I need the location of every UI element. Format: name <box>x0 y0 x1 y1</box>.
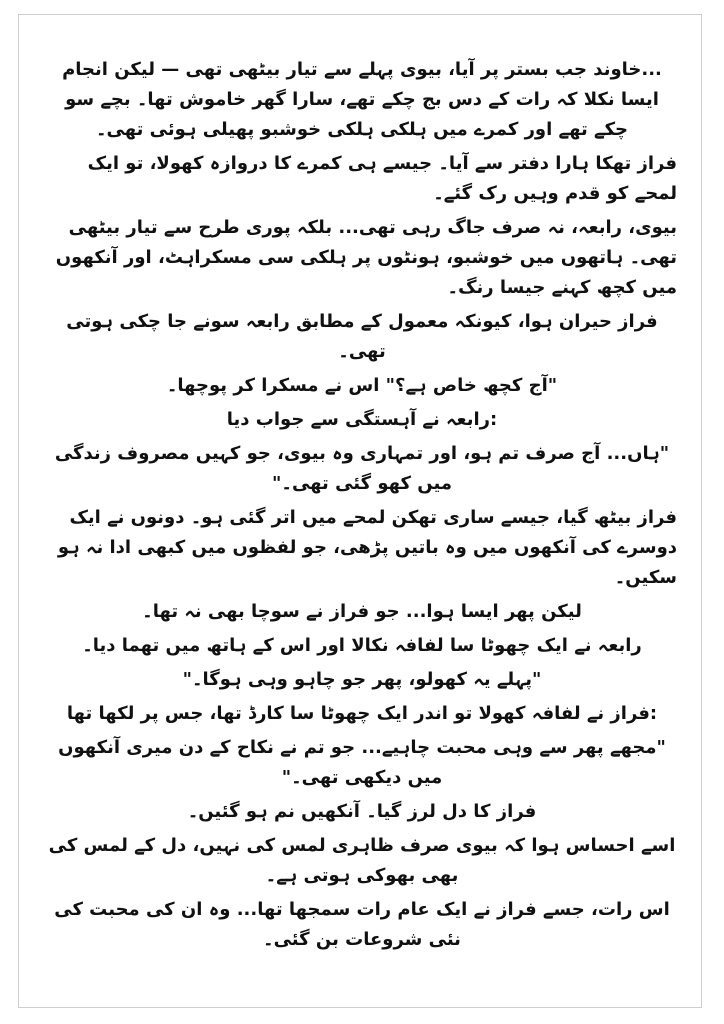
story-text <box>47 55 677 959</box>
paragraph-rabia-ready: بیوی، رابعہ، نہ صرف جاگ رہی تھی... بلکہ پوری طرح سے تیار بیٹھی تھی۔ ہاتھوں میں خوشبو، ہونٹوں پر ہلکی سی مسکراہٹ، اور آنکھوں میں کچھ کہنے جیسا رنگ۔ <box>55 217 677 298</box>
paragraph-eyes: فراز بیٹھ گیا، جیسے ساری تھکن لمحے میں اتر گئی ہو۔ دونوں نے ایک دوسرے کی آنکھوں میں وہ باتیں پڑھی، جو لفظوں میں کبھی ادا نہ ہو سکیں۔ <box>57 507 677 588</box>
paragraph-moved: فراز کا دل لرز گیا۔ آنکھیں نم ہو گئیں۔ <box>187 801 537 822</box>
paragraph-faraz-surprised: فراز حیران ہوا، کیونکہ معمول کے مطابق رابعہ سونے جا چکی ہوتی تھی۔ <box>66 311 658 362</box>
paragraph-question: "آج کچھ خاص ہے؟" اس نے مسکرا کر پوچھا۔ <box>166 375 558 396</box>
paragraph-realization: اسے احساس ہوا کہ بیوی صرف ظاہری لمس کی نہیں، دل کے لمس کی بھی بھوکی ہوتی ہے۔ <box>48 835 676 886</box>
paragraph-open-first: "پہلے یہ کھولو، پھر جو چاہو وہی ہوگا۔" <box>182 669 542 690</box>
document-page <box>18 14 702 1008</box>
paragraph-card-quote: "مجھے پھر سے وہی محبت چاہیے... جو تم نے نکاح کے دن میری آنکھوں میں دیکھی تھی۔" <box>58 737 666 788</box>
paragraph-envelope: رابعہ نے ایک چھوٹا سا لفافہ نکالا اور اس کے ہاتھ میں تھما دیا۔ <box>82 635 642 656</box>
paragraph-ending: اس رات، جسے فراز نے ایک عام رات سمجھا تھا... وہ ان کی محبت کی نئی شروعات بن گئی۔ <box>54 899 670 950</box>
paragraph-faraz-arrives: فراز تھکا ہارا دفتر سے آیا۔ جیسے ہی کمرے کا دروازہ کھولا، تو ایک لمحے کو قدم وہیں رک گئے۔ <box>87 153 677 204</box>
paragraph-rabia-replies: :رابعہ نے آہستگی سے جواب دیا <box>226 409 498 430</box>
paragraph-intro: ...خاوند جب بستر پر آیا، بیوی پہلے سے تیار بیٹھی تھی — لیکن انجام ایسا نکلا کہ رات کے دس بج چکے تھے، سارا گھر خاموش تھا۔ بچے سو چکے تھے اور کمرے میں ہلکی ہلکی خوشبو پھیلی ہوئی تھی۔ <box>62 59 662 140</box>
paragraph-card: :فراز نے لفافہ کھولا تو اندر ایک چھوٹا سا کارڈ تھا، جس پر لکھا تھا <box>66 703 658 724</box>
paragraph-twist: لیکن پھر ایسا ہوا... جو فراز نے سوچا بھی نہ تھا۔ <box>142 601 582 622</box>
paragraph-rabia-quote: "ہاں... آج صرف تم ہو، اور تمہاری وہ بیوی، جو کہیں مصروف زندگی میں کھو گئی تھی۔" <box>54 443 670 494</box>
